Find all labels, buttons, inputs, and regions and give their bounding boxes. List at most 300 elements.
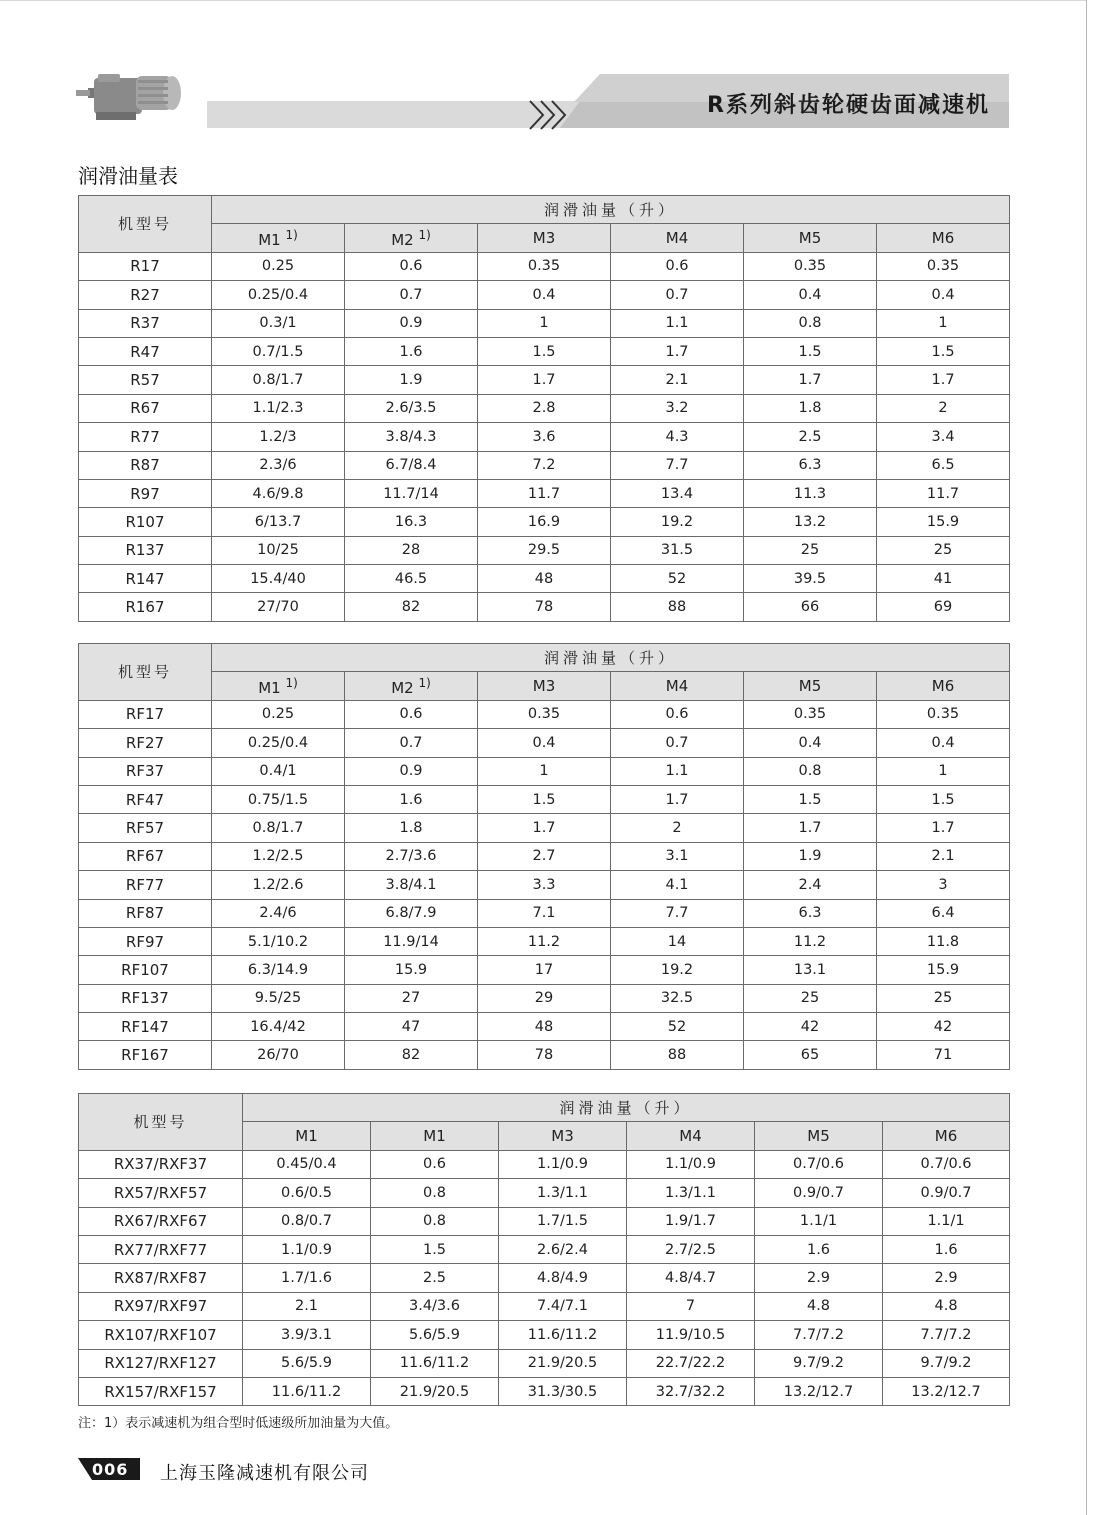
model-column-header: 机型号	[79, 196, 212, 253]
column-header-row	[79, 224, 1010, 252]
model-column-header: 机型号	[79, 1094, 243, 1151]
lubricant-group-header: 润滑油量（升）	[212, 196, 1010, 224]
table-row	[79, 1349, 1010, 1377]
lubricant-table-rf	[78, 643, 1010, 1070]
oil-volume-cell: 22.7/22.2	[627, 1349, 755, 1377]
oil-volume-cell: 6.3	[744, 451, 877, 479]
column-header-m3	[478, 672, 611, 700]
oil-volume-cell: 3.4/3.6	[371, 1292, 499, 1320]
column-header-m4	[627, 1122, 755, 1150]
oil-volume-cell: 11.2	[744, 927, 877, 955]
oil-volume-cell: 11.6/11.2	[243, 1377, 371, 1405]
table-row	[79, 252, 1010, 280]
model-cell: R37	[79, 309, 212, 337]
oil-volume-cell: 52	[611, 1013, 744, 1041]
column-header-m4	[611, 672, 744, 700]
oil-volume-cell: 2.9	[755, 1264, 883, 1292]
oil-volume-cell: 2.1	[877, 842, 1010, 870]
oil-volume-cell: 5.6/5.9	[243, 1349, 371, 1377]
oil-volume-cell: 6.4	[877, 899, 1010, 927]
oil-volume-cell: 1.6	[345, 337, 478, 365]
oil-volume-cell: 2.3/6	[212, 451, 345, 479]
oil-volume-cell: 88	[611, 1041, 744, 1069]
oil-volume-cell: 78	[478, 1041, 611, 1069]
oil-volume-cell: 65	[744, 1041, 877, 1069]
oil-volume-cell: 0.6	[611, 252, 744, 280]
table-row	[79, 479, 1010, 507]
oil-volume-cell: 2.1	[243, 1292, 371, 1320]
oil-volume-cell: 0.6	[345, 252, 478, 280]
oil-volume-cell: 25	[744, 984, 877, 1012]
oil-volume-cell: 1.7	[877, 366, 1010, 394]
model-cell: RF147	[79, 1013, 212, 1041]
oil-volume-cell: 32.5	[611, 984, 744, 1012]
oil-volume-cell: 0.7	[345, 729, 478, 757]
table-row	[79, 1207, 1010, 1235]
oil-volume-cell: 2.6/2.4	[499, 1235, 627, 1263]
oil-volume-cell: 0.35	[478, 700, 611, 728]
table-row	[79, 536, 1010, 564]
oil-volume-cell: 78	[478, 593, 611, 621]
oil-volume-cell: 1.1/0.9	[499, 1150, 627, 1178]
oil-volume-cell: 29.5	[478, 536, 611, 564]
model-cell: RF57	[79, 814, 212, 842]
oil-volume-cell: 0.8/0.7	[243, 1207, 371, 1235]
oil-volume-cell: 3.9/3.1	[243, 1321, 371, 1349]
oil-volume-cell: 27	[345, 984, 478, 1012]
oil-volume-cell: 0.9	[345, 757, 478, 785]
column-header-label: M4	[665, 229, 689, 248]
oil-volume-cell: 6.8/7.9	[345, 899, 478, 927]
column-header-m1	[371, 1122, 499, 1150]
column-header-m1	[243, 1122, 371, 1150]
oil-volume-cell: 1.1	[611, 309, 744, 337]
oil-volume-cell: 5.1/10.2	[212, 927, 345, 955]
column-header-label: M5	[807, 1127, 830, 1146]
model-cell: RX37/RXF37	[79, 1150, 243, 1178]
oil-volume-cell: 11.9/10.5	[627, 1321, 755, 1349]
oil-volume-cell: 17	[478, 956, 611, 984]
oil-volume-cell: 11.2	[478, 927, 611, 955]
oil-volume-cell: 1.5	[371, 1235, 499, 1263]
model-cell: RX127/RXF127	[79, 1349, 243, 1377]
section-title: 润滑油量表	[78, 164, 178, 188]
oil-volume-cell: 3.1	[611, 842, 744, 870]
oil-volume-cell: 0.6	[611, 700, 744, 728]
oil-volume-cell: 1.7	[611, 337, 744, 365]
oil-volume-cell: 1	[478, 757, 611, 785]
oil-volume-cell: 1.7/1.6	[243, 1264, 371, 1292]
table-row	[79, 729, 1010, 757]
oil-volume-cell: 0.4	[744, 281, 877, 309]
model-cell: RF37	[79, 757, 212, 785]
oil-volume-cell: 1.7	[478, 366, 611, 394]
oil-volume-cell: 11.3	[744, 479, 877, 507]
oil-volume-cell: 13.1	[744, 956, 877, 984]
table-row	[79, 1321, 1010, 1349]
oil-volume-cell: 1.9	[345, 366, 478, 394]
oil-volume-cell: 0.8/1.7	[212, 366, 345, 394]
oil-volume-cell: 4.8/4.9	[499, 1264, 627, 1292]
table-row	[79, 814, 1010, 842]
oil-volume-cell: 11.8	[877, 927, 1010, 955]
table-body	[79, 252, 1010, 621]
model-cell: RX67/RXF67	[79, 1207, 243, 1235]
gear-reducer-icon	[74, 66, 186, 126]
model-cell: RF77	[79, 871, 212, 899]
column-header-label: M5	[798, 229, 822, 248]
oil-volume-cell: 2.7	[478, 842, 611, 870]
oil-volume-cell: 11.6/11.2	[499, 1321, 627, 1349]
oil-volume-cell: 15.9	[345, 956, 478, 984]
table-row	[79, 1041, 1010, 1069]
model-cell: R107	[79, 508, 212, 536]
oil-volume-cell: 19.2	[611, 508, 744, 536]
oil-volume-cell: 1.3/1.1	[499, 1179, 627, 1207]
oil-volume-cell: 1.2/3	[212, 423, 345, 451]
oil-volume-cell: 19.2	[611, 956, 744, 984]
oil-volume-cell: 82	[345, 593, 478, 621]
oil-volume-cell: 2	[877, 394, 1010, 422]
oil-volume-cell: 15.9	[877, 956, 1010, 984]
oil-volume-cell: 9.5/25	[212, 984, 345, 1012]
oil-volume-cell: 2	[611, 814, 744, 842]
oil-volume-cell: 6.3/14.9	[212, 956, 345, 984]
oil-volume-cell: 1.7	[611, 785, 744, 813]
column-header-m3	[478, 224, 611, 252]
oil-volume-cell: 0.35	[877, 700, 1010, 728]
table-row	[79, 871, 1010, 899]
column-header-label: M1	[258, 230, 281, 249]
oil-volume-cell: 0.4	[744, 729, 877, 757]
oil-volume-cell: 0.25	[212, 252, 345, 280]
column-header-label: M1	[258, 678, 281, 697]
model-cell: RF47	[79, 785, 212, 813]
column-header-m1	[212, 224, 345, 252]
column-header-m4	[611, 224, 744, 252]
table-row	[79, 700, 1010, 728]
oil-volume-cell: 0.9/0.7	[755, 1179, 883, 1207]
model-cell: R17	[79, 252, 212, 280]
oil-volume-cell: 28	[345, 536, 478, 564]
oil-volume-cell: 2.7/3.6	[345, 842, 478, 870]
oil-volume-cell: 1.5	[744, 785, 877, 813]
model-cell: R167	[79, 593, 212, 621]
oil-volume-cell: 7	[627, 1292, 755, 1320]
oil-volume-cell: 1.1/1	[755, 1207, 883, 1235]
oil-volume-cell: 25	[877, 536, 1010, 564]
table-row	[79, 1264, 1010, 1292]
oil-volume-cell: 0.35	[744, 252, 877, 280]
column-header-label: M6	[931, 677, 955, 696]
oil-volume-cell: 0.7	[611, 281, 744, 309]
oil-volume-cell: 13.2	[744, 508, 877, 536]
column-header-m6	[883, 1122, 1010, 1150]
oil-volume-cell: 1.3/1.1	[627, 1179, 755, 1207]
column-header-m5	[755, 1122, 883, 1150]
column-header-label: M4	[665, 677, 689, 696]
oil-volume-cell: 42	[877, 1013, 1010, 1041]
lubricant-table-rx	[78, 1093, 1010, 1406]
oil-volume-cell: 1.6	[345, 785, 478, 813]
oil-volume-cell: 0.8	[371, 1179, 499, 1207]
oil-volume-cell: 31.3/30.5	[499, 1377, 627, 1405]
oil-volume-cell: 48	[478, 565, 611, 593]
model-cell: RF87	[79, 899, 212, 927]
table-row	[79, 508, 1010, 536]
oil-volume-cell: 1.2/2.6	[212, 871, 345, 899]
oil-volume-cell: 82	[345, 1041, 478, 1069]
oil-volume-cell: 9.7/9.2	[755, 1349, 883, 1377]
oil-volume-cell: 0.3/1	[212, 309, 345, 337]
chevron-right-icon	[528, 98, 572, 132]
oil-volume-cell: 0.35	[744, 700, 877, 728]
table-row	[79, 785, 1010, 813]
oil-volume-cell: 2.8	[478, 394, 611, 422]
lubricant-group-header: 润滑油量（升）	[212, 644, 1010, 672]
oil-volume-cell: 4.8	[755, 1292, 883, 1320]
header-title: R系列斜齿轮硬齿面减速机	[707, 93, 990, 118]
column-header-label: M3	[532, 229, 556, 248]
oil-volume-cell: 6/13.7	[212, 508, 345, 536]
oil-volume-cell: 25	[877, 984, 1010, 1012]
oil-volume-cell: 3.4	[877, 423, 1010, 451]
model-cell: RF17	[79, 700, 212, 728]
oil-volume-cell: 0.25	[212, 700, 345, 728]
oil-volume-cell: 1.1/1	[883, 1207, 1010, 1235]
oil-volume-cell: 0.4	[478, 281, 611, 309]
oil-volume-cell: 1.1/0.9	[243, 1235, 371, 1263]
footnote-mark: 1)	[418, 675, 431, 690]
oil-volume-cell: 1.7	[478, 814, 611, 842]
table-row	[79, 757, 1010, 785]
oil-volume-cell: 42	[744, 1013, 877, 1041]
model-cell: RX97/RXF97	[79, 1292, 243, 1320]
oil-volume-cell: 1.7	[744, 814, 877, 842]
oil-volume-cell: 2.1	[611, 366, 744, 394]
table-row	[79, 927, 1010, 955]
oil-volume-cell: 1.8	[744, 394, 877, 422]
top-border	[0, 0, 1086, 1]
table-row	[79, 1179, 1010, 1207]
oil-volume-cell: 32.7/32.2	[627, 1377, 755, 1405]
footnote-mark: 1)	[285, 675, 298, 690]
oil-volume-cell: 7.1	[478, 899, 611, 927]
oil-volume-cell: 0.4/1	[212, 757, 345, 785]
model-cell: RX107/RXF107	[79, 1321, 243, 1349]
footnote-mark: 1)	[285, 227, 298, 242]
oil-volume-cell: 0.7	[345, 281, 478, 309]
oil-volume-cell: 13.2/12.7	[883, 1377, 1010, 1405]
oil-volume-cell: 1.6	[755, 1235, 883, 1263]
column-header-m2	[345, 224, 478, 252]
lubricant-table-r	[78, 195, 1010, 622]
model-cell: RX77/RXF77	[79, 1235, 243, 1263]
oil-volume-cell: 1.8	[345, 814, 478, 842]
oil-volume-cell: 0.25/0.4	[212, 729, 345, 757]
oil-volume-cell: 7.4/7.1	[499, 1292, 627, 1320]
table-row	[79, 593, 1010, 621]
oil-volume-cell: 3.8/4.3	[345, 423, 478, 451]
oil-volume-cell: 13.4	[611, 479, 744, 507]
oil-volume-cell: 0.9	[345, 309, 478, 337]
model-cell: RF137	[79, 984, 212, 1012]
model-cell: RF107	[79, 956, 212, 984]
column-header-m5	[744, 224, 877, 252]
model-cell: RF67	[79, 842, 212, 870]
oil-volume-cell: 11.6/11.2	[371, 1349, 499, 1377]
oil-volume-cell: 4.6/9.8	[212, 479, 345, 507]
oil-volume-cell: 7.7	[611, 451, 744, 479]
oil-volume-cell: 1.5	[877, 785, 1010, 813]
oil-volume-cell: 0.7	[611, 729, 744, 757]
table-body	[79, 1150, 1010, 1406]
oil-volume-cell: 16.3	[345, 508, 478, 536]
oil-volume-cell: 3.2	[611, 394, 744, 422]
oil-volume-cell: 1.5	[744, 337, 877, 365]
model-cell: R97	[79, 479, 212, 507]
oil-volume-cell: 1	[877, 757, 1010, 785]
oil-volume-cell: 71	[877, 1041, 1010, 1069]
oil-volume-cell: 1.1/2.3	[212, 394, 345, 422]
oil-volume-cell: 0.6	[345, 700, 478, 728]
oil-volume-cell: 9.7/9.2	[883, 1349, 1010, 1377]
oil-volume-cell: 0.75/1.5	[212, 785, 345, 813]
oil-volume-cell: 21.9/20.5	[499, 1349, 627, 1377]
oil-volume-cell: 47	[345, 1013, 478, 1041]
oil-volume-cell: 2.9	[883, 1264, 1010, 1292]
model-cell: RX57/RXF57	[79, 1179, 243, 1207]
oil-volume-cell: 26/70	[212, 1041, 345, 1069]
model-cell: RX157/RXF157	[79, 1377, 243, 1405]
oil-volume-cell: 1.5	[478, 785, 611, 813]
column-header-label: M2	[391, 230, 414, 249]
oil-volume-cell: 11.7	[478, 479, 611, 507]
oil-volume-cell: 2.5	[371, 1264, 499, 1292]
table-row	[79, 842, 1010, 870]
oil-volume-cell: 27/70	[212, 593, 345, 621]
oil-volume-cell: 16.4/42	[212, 1013, 345, 1041]
column-header-m2	[345, 672, 478, 700]
table-row	[79, 451, 1010, 479]
oil-volume-cell: 0.6/0.5	[243, 1179, 371, 1207]
oil-volume-cell: 1.2/2.5	[212, 842, 345, 870]
column-header-label: M1	[423, 1127, 446, 1146]
oil-volume-cell: 0.4	[478, 729, 611, 757]
model-cell: RX87/RXF87	[79, 1264, 243, 1292]
model-cell: R147	[79, 565, 212, 593]
oil-volume-cell: 3.8/4.1	[345, 871, 478, 899]
oil-volume-cell: 2.4/6	[212, 899, 345, 927]
oil-volume-cell: 0.4	[877, 281, 1010, 309]
oil-volume-cell: 1	[877, 309, 1010, 337]
oil-volume-cell: 0.8	[371, 1207, 499, 1235]
column-header-m1	[212, 672, 345, 700]
oil-volume-cell: 2.5	[744, 423, 877, 451]
oil-volume-cell: 1.9/1.7	[627, 1207, 755, 1235]
model-cell: R27	[79, 281, 212, 309]
oil-volume-cell: 1.5	[877, 337, 1010, 365]
oil-volume-cell: 2.6/3.5	[345, 394, 478, 422]
oil-volume-cell: 0.9/0.7	[883, 1179, 1010, 1207]
oil-volume-cell: 2.7/2.5	[627, 1235, 755, 1263]
oil-volume-cell: 88	[611, 593, 744, 621]
model-cell: R57	[79, 366, 212, 394]
model-column-header: 机型号	[79, 644, 212, 701]
table-row	[79, 309, 1010, 337]
column-header-m6	[877, 224, 1010, 252]
oil-volume-cell: 1	[478, 309, 611, 337]
table-row	[79, 423, 1010, 451]
oil-volume-cell: 4.3	[611, 423, 744, 451]
table-row	[79, 366, 1010, 394]
table-body	[79, 700, 1010, 1069]
oil-volume-cell: 1.1/0.9	[627, 1150, 755, 1178]
oil-volume-cell: 0.45/0.4	[243, 1150, 371, 1178]
oil-volume-cell: 46.5	[345, 565, 478, 593]
oil-volume-cell: 1.7	[877, 814, 1010, 842]
table-row	[79, 1013, 1010, 1041]
model-cell: RF167	[79, 1041, 212, 1069]
lubricant-group-header: 润滑油量（升）	[243, 1094, 1010, 1122]
oil-volume-cell: 1.1	[611, 757, 744, 785]
column-header-label: M4	[679, 1127, 702, 1146]
model-cell: R77	[79, 423, 212, 451]
table-row	[79, 565, 1010, 593]
oil-volume-cell: 4.1	[611, 871, 744, 899]
model-cell: R67	[79, 394, 212, 422]
oil-volume-cell: 11.7	[877, 479, 1010, 507]
oil-volume-cell: 1.7	[744, 366, 877, 394]
oil-volume-cell: 1.6	[883, 1235, 1010, 1263]
oil-volume-cell: 11.7/14	[345, 479, 478, 507]
table-row	[79, 1150, 1010, 1178]
column-header-label: M3	[551, 1127, 574, 1146]
oil-volume-cell: 6.7/8.4	[345, 451, 478, 479]
oil-volume-cell: 0.7/1.5	[212, 337, 345, 365]
table-row	[79, 394, 1010, 422]
oil-volume-cell: 39.5	[744, 565, 877, 593]
model-cell: RF27	[79, 729, 212, 757]
oil-volume-cell: 0.35	[478, 252, 611, 280]
oil-volume-cell: 7.7	[611, 899, 744, 927]
column-header-label: M5	[798, 677, 822, 696]
oil-volume-cell: 1.5	[478, 337, 611, 365]
oil-volume-cell: 10/25	[212, 536, 345, 564]
table-row	[79, 956, 1010, 984]
footnote: 注：1）表示减速机为组合型时低速级所加油量为大值。	[78, 1416, 399, 1431]
page-number: 006	[92, 1460, 129, 1479]
oil-volume-cell: 0.8	[744, 757, 877, 785]
oil-volume-cell: 4.8/4.7	[627, 1264, 755, 1292]
oil-volume-cell: 48	[478, 1013, 611, 1041]
model-cell: RF97	[79, 927, 212, 955]
page-edge-line	[1086, 0, 1087, 1515]
table-row	[79, 1377, 1010, 1405]
oil-volume-cell: 0.8/1.7	[212, 814, 345, 842]
column-header-label: M3	[532, 677, 556, 696]
footnote-mark: 1)	[418, 227, 431, 242]
table-row	[79, 281, 1010, 309]
column-header-label: M6	[931, 229, 955, 248]
oil-volume-cell: 0.7/0.6	[883, 1150, 1010, 1178]
table-row	[79, 899, 1010, 927]
table-row	[79, 1292, 1010, 1320]
oil-volume-cell: 15.4/40	[212, 565, 345, 593]
oil-volume-cell: 0.35	[877, 252, 1010, 280]
oil-volume-cell: 21.9/20.5	[371, 1377, 499, 1405]
oil-volume-cell: 3.6	[478, 423, 611, 451]
